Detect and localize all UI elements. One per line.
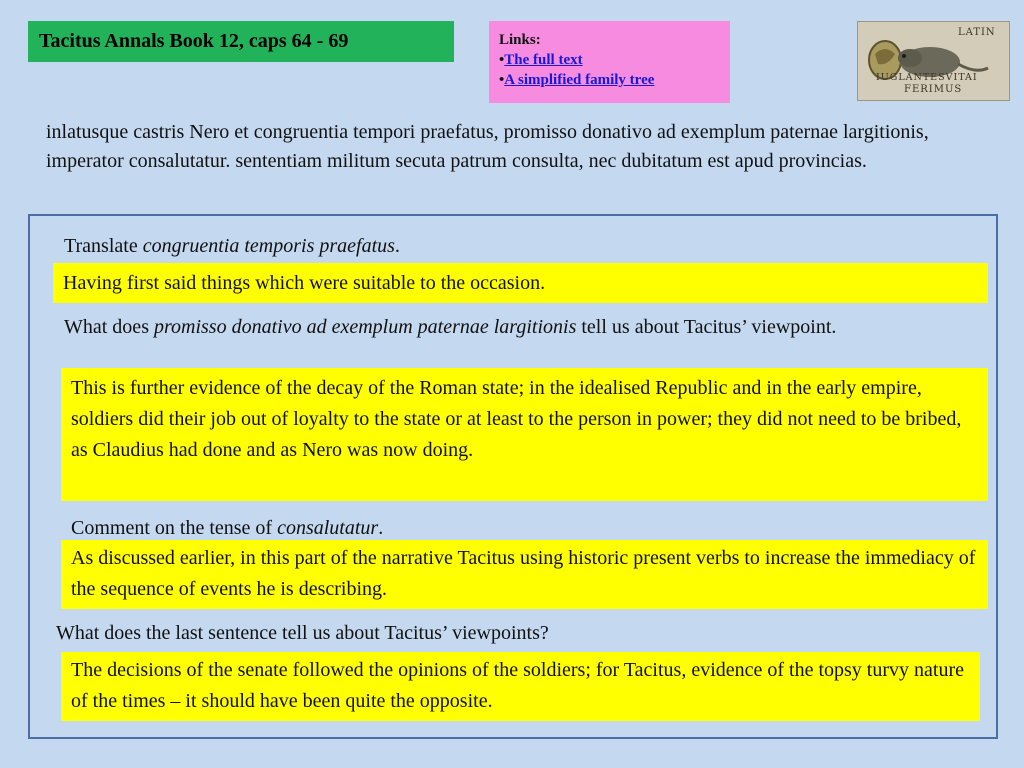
slide-title-text: Tacitus Annals Book 12, caps 64 - 69 [39, 30, 349, 52]
family-tree-link[interactable]: A simplified family tree [504, 72, 655, 88]
question-3: Comment on the tense of consalutatur. [71, 517, 384, 539]
mosaic-image [857, 21, 1010, 101]
mosaic-inscription-2: IUGLANTESVITAI [876, 72, 978, 83]
question-4: What does the last sentence tell us about Tacitus’ viewpoints? [56, 622, 549, 644]
link-item: •A simplified family tree [499, 72, 655, 88]
answer-2: This is further evidence of the decay of the Roman state; in the idealised Republic and in the early empire, soldiers did their job out of loyalty to the state or at least to the person in power; they did not need to be bribed, as Claudius had done and as Nero was now doing. [61, 368, 988, 501]
link-item: •The full text [499, 52, 583, 68]
links-panel [489, 21, 730, 103]
answer-1: Having first said things which were suitable to the occasion. [53, 263, 988, 303]
answer-3: As discussed earlier, in this part of the narrative Tacitus using historic present verbs to increase the immediacy of the sequence of events he is describing. [61, 540, 988, 609]
mosaic-inscription-3: FERIMUS [904, 84, 963, 95]
answer-4: The decisions of the senate followed the opinions of the soldiers; for Tacitus, evidence of the topsy turvy nature of the times – it should have been quite the opposite. [61, 652, 980, 721]
slide-title [28, 21, 454, 62]
full-text-link[interactable]: The full text [504, 52, 583, 68]
links-heading: Links: [499, 32, 541, 48]
latin-passage: inlatusque castris Nero et congruentia tempori praefatus, promisso donativo ad exemplum paternae largitionis, imperator consalutatur. sententiam militum secuta patrum consulta, nec dubitatum est apud provincias. [46, 121, 929, 172]
question-1: Translate congruentia temporis praefatus. [64, 235, 400, 257]
mosaic-inscription-1: LATIN [958, 27, 996, 38]
question-2: What does promisso donativo ad exemplum paternae largitionis tell us about Tacitus’ viewpoint. [64, 316, 837, 338]
